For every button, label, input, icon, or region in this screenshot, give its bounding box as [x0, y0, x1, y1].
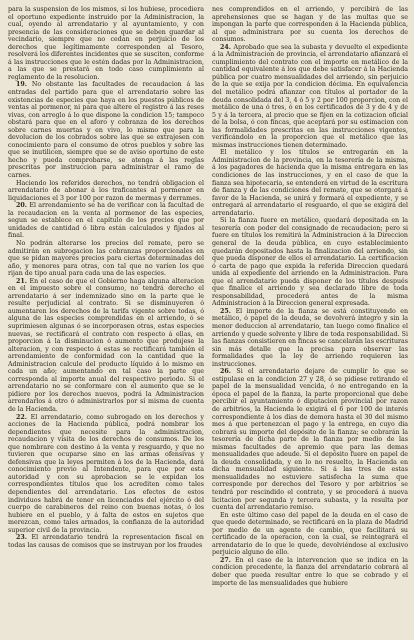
clause-number: 20.: [16, 202, 30, 210]
paragraph-text: El importe de la fianza se está constituyendo en metálico, ó papel de la deuda, se devolverá íntegro y sin la menor deduccion al arrendatario, tan luego como finalice el arriendo y quede solvente y libre de toda responsabilidad. Si las fianzas consistieren en fincas se cancelarán las escrituras sin más detalle que la precisa para observar las formalidades que la ley de arriendo requieren las instrucciones.: [212, 307, 408, 368]
paragraph: [212, 308, 408, 368]
paragraph-text: En el caso de que el Gobierno haga alguna alteracion en el impuesto sobre el consumo, no tendrá derecho el arrendatario á ser indemnizado sino en la parte que le resulte perjudicial al contrato. Si se disminuyeren ó aumentaren los derechos de la tarifa vigente sobre todas, ó alguna de las especies comprendidas en el arriendo, ó se suprimiesen algunas ó se incorporasen otras, estas especies nuevas, se rectificará el contrato con respecto á ellas, en proporcion á la disminucion ó aumento que produjese la alteracion, y con respecto á estas se rectificará también el arrendamiento de conformidad con la cantidad que la Administracion calcule del producto líquido á lo mismo en cada un año; aumentando en tal caso la parte que corresponda al importe anual del respectivo periodo. Si el arrendatario no se conformare con el aumento que se le pidiere por los derechos nuevos, podrá la Administracion arrendarlos á otro ó administrarlos por sí misma de cuenta de la Hacienda.: [8, 277, 204, 413]
clause-number: 19.: [16, 81, 32, 89]
paragraph: [8, 534, 204, 549]
clause-number: 27.: [220, 556, 236, 564]
paragraph-text: El metálico y los títulos se entregarán en la Administracion de la provincia, en la tesorería de la misma, á los pagadores de hacienda que la misma entregara en las condiciones de las instrucciones, y en el caso de que la fianza sea hipotecaria, se entenderá en virtud de la escritura de fianza y de las condiciones del remate, que se otorgará á favor de la Hacienda, se unirá y formará el expediente, y se entregará al arrendatario el resguardo, el que se exigirá del arrendatario.: [212, 149, 408, 217]
paragraph-text: El arrendatario, como subrogado en los derechos y acciones de la Hacienda pública, podrá nombrar los dependientes que necesite para la administracion, recaudacion y visita de los derechos de consumos. De los que nombrare con destino á la venta y resguardo, y que no tuvieren que ocuparse sino en las armas ofensivas y defensivas que la leyes permiten á los de la Hacienda, dará conocimiento previo al Intendente, para que por esta autoridad y con su aprobacion se le expidan los correspondientes títulos que los acrediten como tales dependientes del arrendatario. Los efectos de estos individuos habrá de tener en licenciados del ejército ó del cuerpo de carabineros del reino con buenas notas, ó los hubiere en el pueblo, y á falta de estos en sujetos que merezcan, como tales armados, la confianza de la autoridad superior civil de la provincia.: [8, 413, 204, 534]
paragraph-text: Si el arrendatario dejare de cumplir lo que se estipulase en la condicion 27 y 28, ó se pidiese retirando el papel de la mensualidad vencida, ó no entregando en la época el papel de la fianza, la parte proporcional que debe percibir el ayuntamiento ó diputacion provincial por razon de arbitrios, la Hacienda le exigirá el 6 por 100 de interés correspondiente á los dias de demora hasta el 30 del mismo mes á que pertenezcan el pago y la entrega, en cuyo dia cobrará su importe del depósito de la fianza; se cobrarán la tesorería de dicha parte de la fianza por medio de las mismas facultades de apremio que para las demas mensualidades que adeude. Si el depósito fuere en papel de la deuda consolidada, y en lo no resuelto, la Hacienda en dicha mensualidad siguiente. Si á las tres de estas mensualidades no estuviere satisfecha la suma que corresponde por derechos del Tesoro y por arbitrios se tendrá por rescindido el contrato, y se procederá á nueva licitacion por segunda y tercera subasta, y la resulta por cuenta del arrendatario remiso.: [212, 368, 408, 512]
paragraph: [212, 557, 408, 587]
paragraph-text: El arrendamiento se ha de verificar con la facultad de la recaudacion en la venta al pormenor de las especies, segun se establece en el capítulo de los precios que por unidades de cantidad ó libra están calculados y fijados al final.: [8, 202, 204, 240]
clause-number: 23.: [16, 534, 32, 542]
clause-number: 25.: [220, 307, 236, 315]
paragraph-text: Aprobado que sea la subasta y devuelto el expediente á la Administracion de provincia, el arrendatario afianzará el cumplimiento del contrato con el importe en metálico de la cantidad equivalente á los que debe satisfacer á la Hacienda pública por cuatro mensualidades del arriendo, sin perjuicio de la que se exija por la condicion décima. En equivalencia del metálico podrá afianzar con títulos al portador de la deuda consolidada del 3, 4 ó 5 y 2 por 100 proporcion, con el metálico de una ó tres, ó en los certificados de 3 y de 4 y de 5 y á la tercera, al precio que se fijen en la cotizacion oficial de la bolsa, ó con fincas, que aceptará por su estimacion con las formalidades prescritas en las instrucciones vigentes, verificándolo en la proporcion que el metálico que las mismas instrucciones tienen determinado.: [212, 43, 408, 149]
clause-number: 22.: [16, 413, 31, 421]
paragraph: [212, 512, 408, 557]
paragraph-text: No obstante las facultades de recaudacion á las entradas del partido para que el arrendatario sobre las existencias de especies que haya en los puestos públicos de ventas al pormenor, ni para que altere el registro á las reses vivas, con arreglo á lo que dispone la condicion 15; tampoco obstará para que en el aforo y cobranza de los derechos sobre carnes muertas y en vivo, lo mismo que para la devolucion de los cobrados sobre las que se extrajesen con conocimiento para el consumo de otros pueblos y sobre las que se inutilicen, siempre que se de aviso oportuno de este hecho y pueda comprobarse, se atenga á las reglas prescritas por instruccion para administrar el ramo de carnes.: [8, 81, 204, 180]
paragraph: [8, 6, 204, 81]
paragraph: [212, 6, 408, 44]
left-column: [8, 6, 204, 638]
paragraph-text: El arrendatario tendrá la representacion fiscal en todas las causas de comisos que se instruyan por los fraudes: [8, 534, 204, 549]
paragraph-text: No podrán alterarse los precios del remate, pero se admitirán en subrogacion las cobranzas proporcionales en que se pidan mayores precios para ciertas determinadas del año, y menores para otras, con tal que no varíen los que rijan de tipo anual para cada una de las especies.: [8, 239, 204, 278]
paragraph-text: Si la fianza fuere en metálico, quedará depositada en la tesorería con poder del consignado de recaudacion; pero si fuere en títulos los remitirá la Administracion á la Direccion general de la deuda pública, en cuyo establecimiento quedarán depositados hasta la finalizacion del arriendo, sin que pueda disponer de ellos el arrendatario. La certificacion ó carta de pago que expida la referida Direccion quedará unida al expediente del arriendo en la Administracion. Para que el arrendatario pueda disponer de los títulos después que finalice el arriendo y sea declarado libre de toda responsabilidad, procederá antes de la misma Administracion á la Direccion general expresada.: [212, 217, 408, 308]
paragraph-text: En este último caso del papel de la deuda en el caso de que quede determinado, se rectificará en la plaza de Madrid por medio de un agente de cambio, que facilitará su certificado de la operacion, con la cual, se reintegrará el arrendatario de lo que le quede, devolviéndose al exclusivo perjuicio alguno de ello.: [212, 511, 408, 557]
paragraph: [8, 202, 204, 240]
paragraph-text: En el caso de la intervencion que se indica en la condicion precedente, la fianza del arrendatario cobrará al deber que pueda resultar entre lo que se cobrado y el importe de las mensualidades que hubiere: [212, 556, 408, 587]
paragraph: [8, 240, 204, 278]
paragraph: [212, 217, 408, 308]
paragraph: [8, 81, 204, 179]
paragraph-text: para la suspension de los mismos, si los hubiese, procediera el oportuno expediente instruido por la Administracion, la cual, oyendo al arrendatario y al ayuntamiento, y con presencia de las consideraciones que se deben guardar al vecindario, siempre que no cedan en perjuicio de los derechos que legítimamente corresponden al Tesoro, resolverá los diferentes incidentes que se susciten, conforme á las instrucciones que le estén dadas por la Administracion, a las que se prestará en todo caso cumplimiento al reglamento de la resolucion.: [8, 6, 204, 81]
clause-number: 26.: [220, 368, 237, 376]
paragraph: [212, 368, 408, 511]
clause-number: 21.: [16, 277, 30, 285]
paragraph: [212, 149, 408, 217]
paragraph-text: nes comprendidos en el arriendo, y percibirá de las aprehensiones que se hagan y de las multas que se impongan la parte que corresponden á la Hacienda pública, al que administrara por su cuenta los derechos de consumos.: [212, 6, 408, 44]
paragraph: [8, 414, 204, 535]
right-column: [212, 6, 408, 638]
paragraph: [8, 180, 204, 203]
clause-number: 24.: [220, 43, 234, 51]
paragraph: [8, 278, 204, 414]
paragraph: [212, 44, 408, 150]
paragraph-text: Haciendo los referidos derechos, no tendrá obligacion el arrendatario de abonar á los traficantes al pormenor en liquidaciones el 3 por 100 por razon de mermas y derrames.: [8, 179, 204, 202]
